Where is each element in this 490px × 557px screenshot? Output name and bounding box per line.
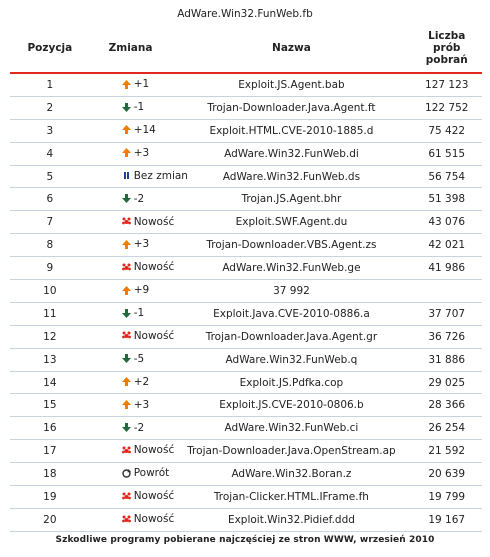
row-change-label: +3 [133, 238, 150, 251]
row-change [90, 142, 172, 165]
paw-icon [122, 331, 131, 340]
row-change-label: -1 [133, 101, 145, 114]
row-change-label: +3 [133, 146, 150, 159]
table-row [10, 165, 482, 188]
row-name: Trojan-Clicker.HTML.IFrame.fh [171, 486, 411, 509]
paw-icon [122, 263, 131, 272]
row-change [90, 165, 188, 188]
table-row [10, 325, 482, 348]
arrow-up-icon [122, 148, 131, 157]
table-row [10, 348, 482, 371]
row-change-label: -2 [133, 421, 145, 434]
header-count [411, 24, 482, 73]
row-position: 18 [10, 463, 90, 486]
row-name: Trojan-Downloader.Java.OpenStream.ap [171, 440, 411, 463]
row-change-label: Nowość [133, 329, 175, 342]
row-position: 12 [10, 325, 90, 348]
table-row [10, 440, 482, 463]
table-row [10, 73, 482, 96]
row-name: AdWare.Win32.FunWeb.di [171, 142, 411, 165]
row-change [90, 280, 172, 303]
table-row [10, 463, 482, 486]
paw-icon [122, 446, 131, 455]
row-count: 122 752 [411, 96, 482, 119]
row-name: Trojan-Downloader.Java.Agent.gr [171, 325, 411, 348]
arrow-up-icon [122, 286, 131, 295]
row-position: 20 [10, 508, 90, 531]
row-name: Exploit.JS.Pdfka.cop [171, 371, 411, 394]
row-change-label: -1 [133, 307, 145, 320]
row-change [90, 119, 172, 142]
table-row [10, 280, 482, 303]
header-change: Zmiana [90, 24, 172, 73]
row-change-label: Nowość [133, 444, 175, 457]
row-change-label: Nowość [133, 513, 175, 526]
row-name: Exploit.Java.CVE-2010-0886.a [171, 302, 411, 325]
row-name: Trojan.JS.Agent.bhr [171, 188, 411, 211]
row-position: 1 [10, 73, 90, 96]
row-name: AdWare.Win32.FunWeb.q [171, 348, 411, 371]
row-position: 3 [10, 119, 90, 142]
paw-icon [122, 217, 131, 226]
top-caption: AdWare.Win32.FunWeb.fb [177, 8, 313, 20]
table-row [10, 211, 482, 234]
row-count: 51 398 [411, 188, 482, 211]
ranking-table [10, 24, 482, 532]
paw-icon [122, 492, 131, 501]
row-change [90, 486, 175, 509]
row-position: 7 [10, 211, 90, 234]
row-count: 28 366 [411, 394, 482, 417]
row-change-label: -5 [133, 352, 145, 365]
paw-icon [122, 515, 131, 524]
table-row [10, 234, 482, 257]
table-row [10, 417, 482, 440]
row-change-label: Nowość [133, 490, 175, 503]
row-position: 6 [10, 188, 90, 211]
row-change-label: Nowość [133, 261, 175, 274]
arrow-down-icon [122, 194, 131, 203]
arrow-up-icon [122, 400, 131, 409]
row-name: Trojan-Downloader.Java.Agent.ft [171, 96, 411, 119]
row-count: 20 639 [411, 463, 482, 486]
row-change-label: +2 [133, 375, 150, 388]
return-icon [122, 469, 131, 478]
row-change-label: Powrót [133, 467, 170, 480]
row-count: 42 021 [411, 234, 482, 257]
row-change-label: +1 [133, 78, 150, 91]
row-count: 26 254 [411, 417, 482, 440]
row-count: 21 592 [411, 440, 482, 463]
row-change-label: +14 [133, 123, 156, 136]
table-row [10, 96, 482, 119]
row-count: 31 886 [411, 348, 482, 371]
row-count: 41 986 [411, 257, 482, 280]
row-change [90, 417, 172, 440]
row-name: AdWare.Win32.FunWeb.ds [171, 165, 411, 188]
row-change [90, 188, 172, 211]
row-position: 16 [10, 417, 90, 440]
row-count: 29 025 [411, 371, 482, 394]
row-count: 61 515 [411, 142, 482, 165]
row-change-label: +9 [133, 284, 150, 297]
arrow-down-icon [122, 354, 131, 363]
row-name: AdWare.Win32.FunWeb.ge [171, 257, 411, 280]
row-name: Trojan-Downloader.VBS.Agent.zs [171, 234, 411, 257]
row-change [90, 394, 172, 417]
row-name: Exploit.SWF.Agent.du [171, 211, 411, 234]
header-count-line2: prób [433, 42, 461, 54]
row-change [90, 371, 172, 394]
arrow-up-icon [122, 240, 131, 249]
table-row [10, 302, 482, 325]
arrow-up-icon [122, 80, 131, 89]
header-name: Nazwa [171, 24, 411, 73]
arrow-up-icon [122, 125, 131, 134]
row-change [90, 211, 175, 234]
row-position: 10 [10, 280, 90, 303]
table-row [10, 508, 482, 531]
table-row [10, 188, 482, 211]
row-count: 19 799 [411, 486, 482, 509]
arrow-down-icon [122, 423, 131, 432]
table-row [10, 257, 482, 280]
footer-caption: Szkodliwe programy pobierane najczęściej ze stron WWW, wrzesień 2010 [55, 535, 435, 545]
row-position: 17 [10, 440, 90, 463]
row-count [411, 280, 482, 303]
row-name: AdWare.Win32.FunWeb.ci [171, 417, 411, 440]
row-name: Exploit.JS.CVE-2010-0806.b [171, 394, 411, 417]
row-position: 9 [10, 257, 90, 280]
row-change [90, 508, 175, 531]
row-position: 13 [10, 348, 90, 371]
row-position: 14 [10, 371, 90, 394]
row-change-label: Nowość [133, 215, 175, 228]
row-change-label: Bez zmian [133, 169, 188, 182]
row-position: 11 [10, 302, 90, 325]
row-change [90, 96, 172, 119]
row-position: 19 [10, 486, 90, 509]
table-body [10, 73, 482, 531]
row-count: 37 707 [411, 302, 482, 325]
row-position: 4 [10, 142, 90, 165]
header-count-line3: pobrań [425, 54, 468, 66]
table-row [10, 486, 482, 509]
table-row [10, 371, 482, 394]
row-change [90, 234, 172, 257]
table-header-row [10, 24, 482, 73]
row-count: 127 123 [411, 73, 482, 96]
row-name: Exploit.Win32.Pidief.ddd [171, 508, 411, 531]
row-name: Exploit.HTML.CVE-2010-1885.d [171, 119, 411, 142]
row-change [90, 348, 172, 371]
row-change [90, 440, 175, 463]
row-name: Exploit.JS.Agent.bab [171, 73, 411, 96]
header-position: Pozycja [10, 24, 90, 73]
arrow-up-icon [122, 377, 131, 386]
row-name: AdWare.Win32.Boran.z [171, 463, 411, 486]
row-name: 37 992 [171, 280, 411, 303]
table-row [10, 394, 482, 417]
row-change [90, 463, 172, 486]
row-position: 5 [10, 165, 90, 188]
row-count: 43 076 [411, 211, 482, 234]
row-change [90, 73, 172, 96]
row-count: 19 167 [411, 508, 482, 531]
arrow-down-icon [122, 103, 131, 112]
pause-icon [122, 171, 131, 180]
row-change-label: +3 [133, 398, 150, 411]
row-position: 2 [10, 96, 90, 119]
row-change [90, 325, 175, 348]
row-change [90, 302, 172, 325]
row-count: 75 422 [411, 119, 482, 142]
row-change [90, 257, 175, 280]
row-position: 15 [10, 394, 90, 417]
row-change-label: -2 [133, 192, 145, 205]
table-row [10, 142, 482, 165]
table-row [10, 119, 482, 142]
header-count-line1: Liczba [428, 30, 466, 42]
row-position: 8 [10, 234, 90, 257]
row-count: 36 726 [411, 325, 482, 348]
row-count: 56 754 [411, 165, 482, 188]
arrow-down-icon [122, 309, 131, 318]
